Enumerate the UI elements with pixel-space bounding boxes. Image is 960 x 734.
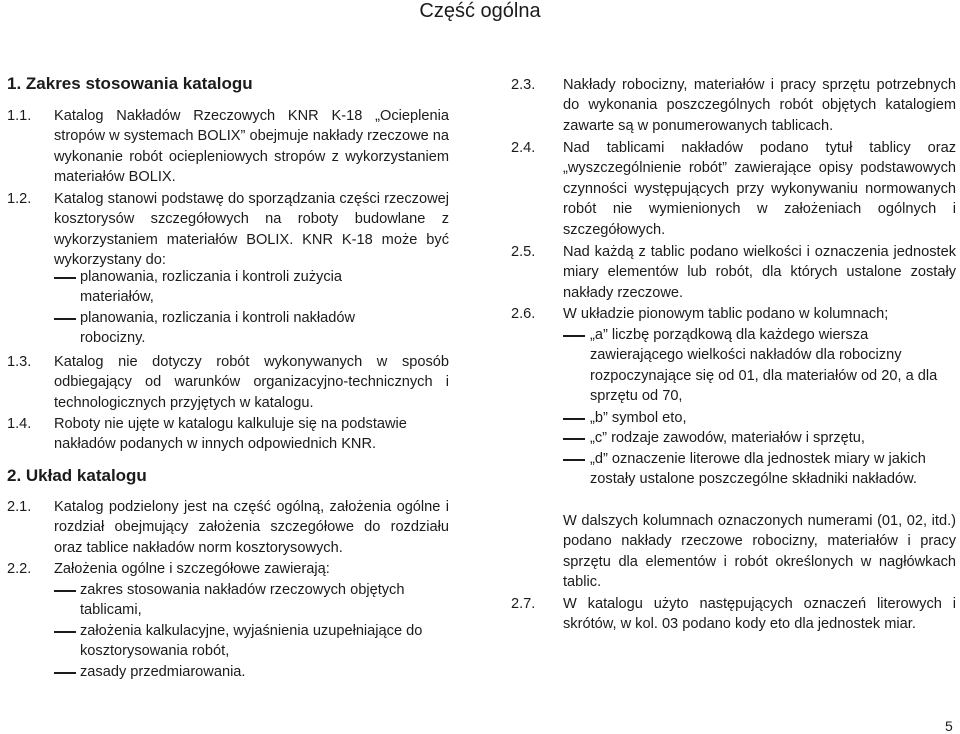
bullet-text: planowania, rozliczania i kontroli zużycia materiałów, [80,269,343,306]
bullet-dash [54,631,76,633]
item-text: Katalog Nakładów Rzeczowych KNR K-18 „Ocieplenia stropów w systemach BOLIX” obejmuje nakłady rzeczowe na wykonanie robót ociepleniowych stropów z wykorzystaniem materiałów BOLIX. [54,108,450,186]
bullet-text: „c” rodzaje zawodów, materiałów i sprzętu, [590,430,865,446]
bullet-text: „b” symbol eto, [590,410,687,426]
item-number: 2.5. [511,244,536,260]
section-heading-2: 2. Układ katalogu [7,466,147,485]
bullet-dash [563,418,585,420]
item-text: Katalog stanowi podstawę do sporządzania części rzeczowej kosztorysów szczegółowych na roboty budowlane z wykorzystaniem materiałów BOLIX. KNR K-18 może być wykorzystany do: [54,191,449,269]
bullet-text: „d” oznaczenie literowe dla jednostek miary w jakich zostały ustalone poszczególne składniki nakładów. [590,451,926,488]
item-text: Założenia ogólne i szczegółowe zawierają: [54,561,330,577]
item-text: W katalogu użyto następujących oznaczeń literowych i skrótów, w kol. 03 podano kody etο dla jednostek miar. [563,596,956,633]
item-text: Roboty nie ujęte w katalogu kalkuluje się na podstawie nakładów podanych w innych odpowiednich KNR. [54,416,407,453]
section-heading-1: 1. Zakres stosowania katalogu [7,74,253,93]
bullet-dash [563,459,585,461]
item-number: 2.7. [511,596,536,612]
page-number: 5 [945,718,953,734]
bullet-text: „a” liczbę porządkową dla każdego wiersza zawierającego wielkości nakładów dla robocizny rozpoczynające się od 01, dla materiałów od 20, a dla sprzętu od 70, [590,327,938,405]
item-number: 1.4. [7,416,32,432]
item-number: 1.2. [7,191,32,207]
item-number: 2.4. [511,140,536,156]
bullet-dash [563,438,585,440]
item-number: 2.1. [7,499,32,515]
bullet-dash [54,672,76,674]
bullet-text: zasady przedmiarowania. [80,664,246,680]
page-title: Część ogólna [419,0,541,22]
item-text: Nakłady robocizny, materiałów i pracy sprzętu potrzebnych do wykonania poszczególnych robót objętych katalogiem zawarte są w ponumerowanych tablicach. [563,77,956,134]
bullet-dash [54,277,76,279]
item-text: Katalog nie dotyczy robót wykonywanych w sposób odbiegający od warunków organizacyjno-technicznych i technologicznych przyjętych w katalogu. [54,354,449,411]
item-text: Nad tablicami nakładów podano tytuł tablicy oraz „wyszczególnienie robót” zawierające opisy podstawowych czynności występujących przy wykonywaniu normowanych robót nie wymienionych w założeniach ogólnych i szczegółowych. [563,140,956,238]
bullet-text: założenia kalkulacyjne, wyjaśnienia uzupełniające do kosztorysowania robót, [80,623,423,660]
bullet-dash [54,590,76,592]
item-number: 1.1. [7,108,32,124]
item-number: 1.3. [7,354,32,370]
item-number: 2.6. [511,306,536,322]
item-number: 2.3. [511,77,536,93]
bullet-text: planowania, rozliczania i kontroli nakładów robocizny. [80,310,356,347]
item-number: 2.2. [7,561,32,577]
bullet-dash [563,335,585,337]
item-text: W układzie pionowym tablic podano w kolumnach; [563,306,889,322]
bullet-text: zakres stosowania nakładów rzeczowych objętych tablicami, [80,582,405,619]
item-text: Katalog podzielony jest na część ogólną, założenia ogólne i rozdział obejmujący założenia szczegółowe do rozdziału oraz tablice nakładów norm kosztorysowych. [54,499,449,556]
item-text: Nad każdą z tablic podano wielkości i oznaczenia jednostek miary elementów lub robót, dla których ustalone zostały nakłady rzeczowe. [563,244,956,301]
bullet-dash [54,318,76,320]
item-extra-text: W dalszych kolumnach oznaczonych numerami (01, 02, itd.) podano nakłady rzeczowe robocizny, materiałów i pracy sprzętu dla elementów i robót określonych w nagłówkach tablic. [563,513,956,591]
